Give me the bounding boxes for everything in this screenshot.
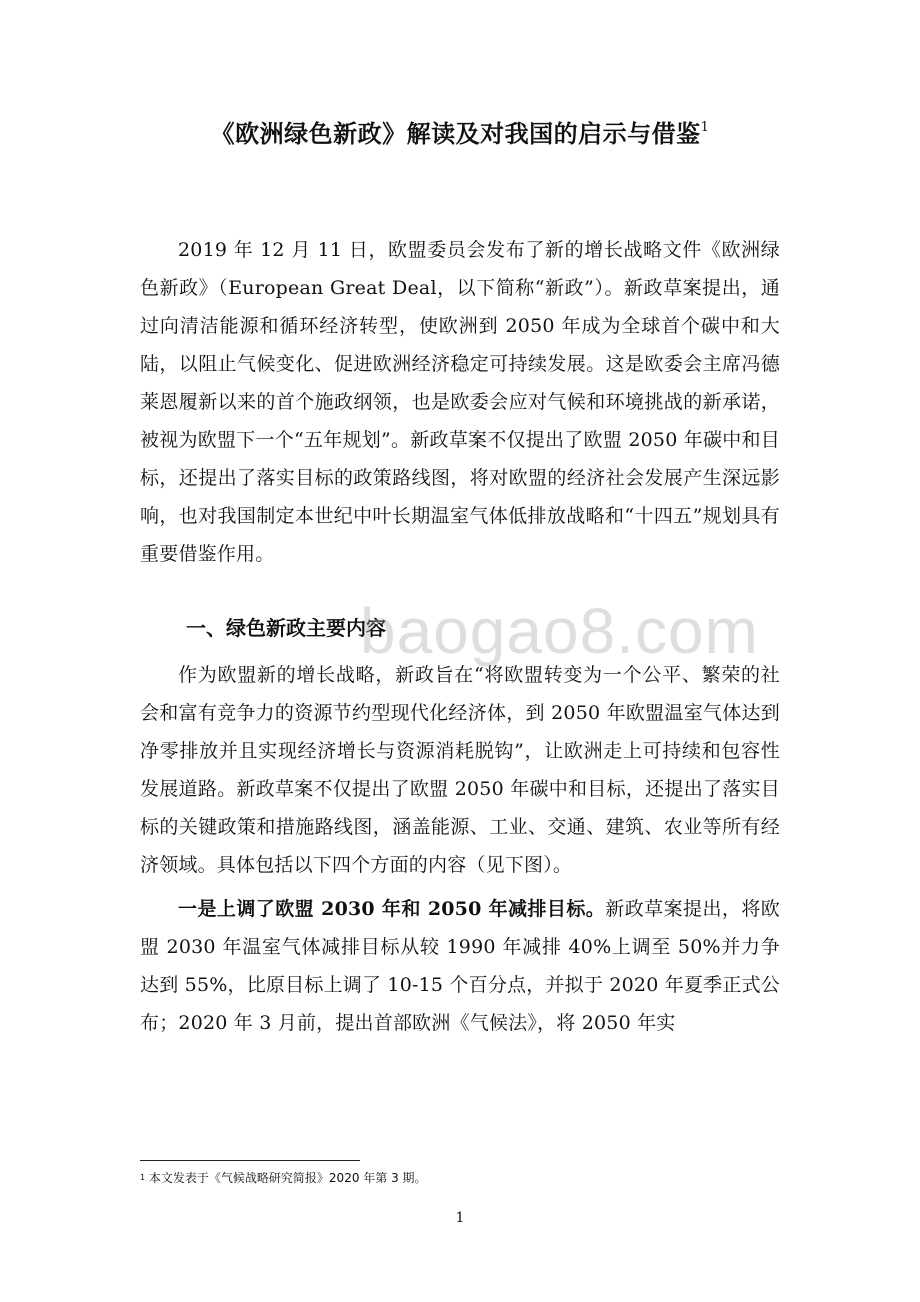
footnote — [140, 1168, 427, 1188]
section-1-heading: 一、绿色新政主要内容 — [186, 616, 386, 640]
footnote-text: 本文发表于《气候战略研究简报》2020 年第 3 期。 — [148, 1171, 427, 1185]
paragraph-continuation: 新政草案提出，将欧盟 2030 年温室气体减排目标从较 1990 年减排 40%上调至 50%并力争达到 55%，比原目标上调了 10-15 个百分点，并拟于 2020 年夏季正式公布；2020 年 3 月前，提出首部欧洲《气候法》，将 2050 年实 — [140, 898, 780, 1034]
document-title — [0, 114, 920, 154]
paragraph-lead-sentence: 一是上调了欧盟 2030 年和 2050 年减排目标。 — [178, 898, 606, 920]
footnote-mark: 1 — [140, 1173, 146, 1182]
watermark: baogao8.com — [360, 595, 759, 667]
intro-paragraph: 2019 年 12 月 11 日，欧盟委员会发布了新的增长战略文件《欧洲绿色新政》（European Great Deal，以下简称“新政”）。新政草案提出，通过向清洁能源和循环经济转型，使欧洲到 2050 年成为全球首个碳中和大陆，以阻止气候变化、促进欧洲经济稳定可持续发展。这是欧委会主席冯德莱恩履新以来的首个施政纲领，也是欧委会应对气候和环境挑战的新承诺，被视为欧盟下一个“五年规划”。新政草案不仅提出了欧盟 2050 年碳中和目标，还提出了落实目标的政策路线图，将对欧盟的经济社会发展产生深远影响，也对我国制定本世纪中叶长期温室气体低排放战略和“十四五”规划具有重要借鉴作用。 — [140, 239, 780, 565]
title-footnote-mark[interactable]: 1 — [700, 120, 710, 135]
document-title-text: 《欧洲绿色新政》解读及对我国的启示与借鉴 — [210, 119, 701, 148]
section-1-body — [140, 656, 780, 1042]
footnote-divider — [140, 1160, 360, 1161]
section-1-paragraph-1: 作为欧盟新的增长战略，新政旨在“将欧盟转变为一个公平、繁荣的社会和富有竞争力的资源节约型现代化经济体，到 2050 年欧盟温室气体达到净零排放并且实现经济增长与资源消耗脱钩”，让欧洲走上可持续和包容性发展道路。新政草案不仅提出了欧盟 2050 年碳中和目标，还提出了落实目标的关键政策和措施路线图，涵盖能源、工业、交通、建筑、农业等所有经济领域。具体包括以下四个方面的内容（见下图）。 — [140, 664, 780, 876]
section-1-paragraph-2 — [140, 890, 780, 1042]
page-number: 1 — [455, 1210, 465, 1226]
intro-block — [140, 231, 780, 573]
